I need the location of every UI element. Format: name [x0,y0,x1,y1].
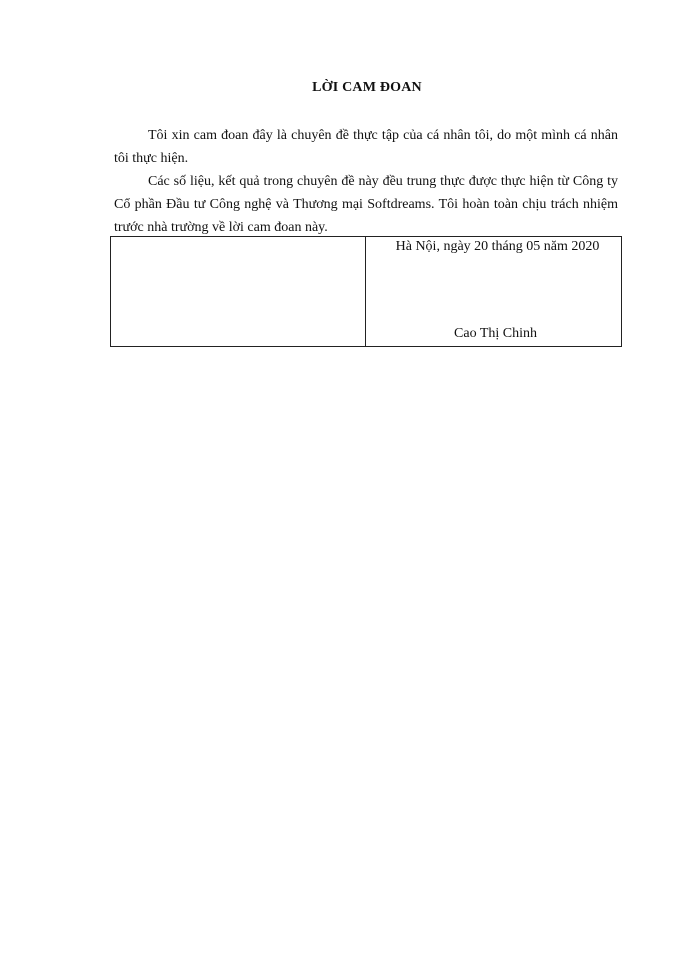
signer-name: Cao Thị Chinh [454,326,537,341]
signature-cell [366,237,621,346]
signature-table-empty-cell [111,237,366,346]
signature-table [110,236,622,347]
paragraph-data-source: Các số liệu, kết quả trong chuyên đề này đều trung thực được thực hiện từ Công ty Cổ phần Đầu tư Công nghệ và Thương mại Softdreams. Tôi hoàn toàn chịu trách nhiệm trước nhà trường về lời cam đoan này. [114,174,618,235]
place-date: Hà Nội, ngày 20 tháng 05 năm 2020 [395,239,600,254]
page-title: LỜI CAM ĐOAN [312,80,422,95]
paragraph-commitment: Tôi xin cam đoan đây là chuyên đề thực tập của cá nhân tôi, do một mình cá nhân tôi thực hiện. [114,128,618,166]
